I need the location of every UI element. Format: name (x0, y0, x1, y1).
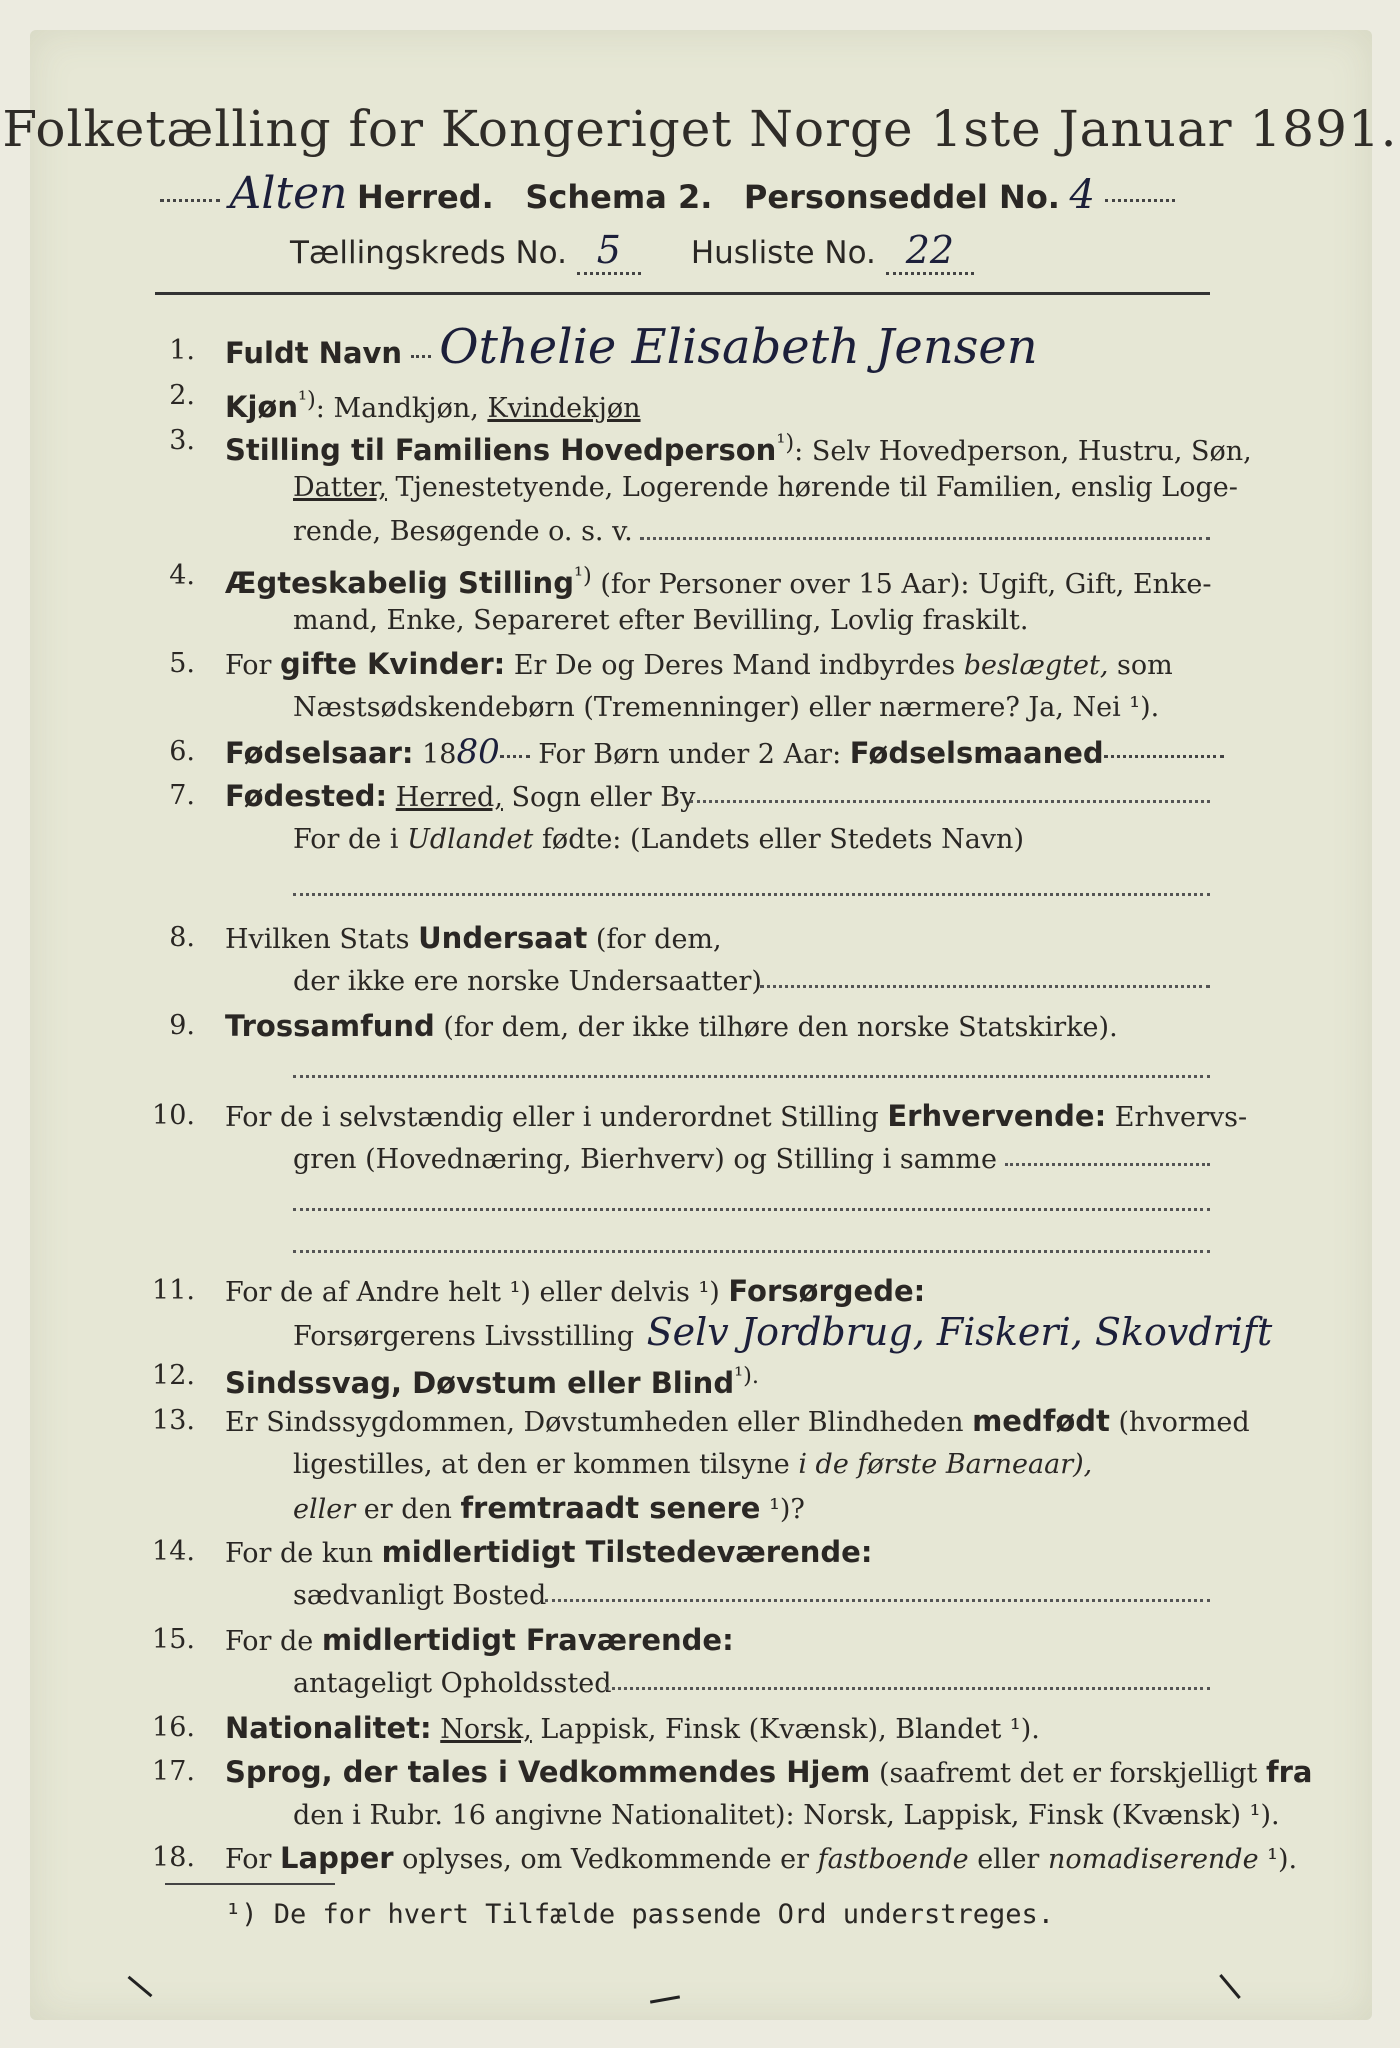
field-3-line-2: Datter, Tjenestetyende, Logerende hørende til Familien, enslig Loge- (293, 472, 1238, 503)
field-6-number: 6. (169, 736, 195, 767)
field-11-number: 11. (152, 1275, 195, 1306)
husliste-value: 22 (886, 228, 974, 275)
field-1 (225, 319, 1038, 377)
field-6: Fødselsaar: 1880 For Børn under 2 Aar: Fødselsmaaned (225, 730, 1224, 777)
field-2-label: Kjøn (225, 390, 298, 424)
footnote: ¹) De for hvert Tilfælde passende Ord understreges. (225, 1899, 1055, 1930)
taellingskreds-label: Tællingskreds No. (290, 235, 567, 271)
birth-year-value: 80 (456, 732, 500, 772)
field-3: Stilling til Familiens Hovedperson$^{^1)}$: Selv Hovedperson, Hustru, Søn, (225, 430, 1252, 467)
fodested-selected: Herred, (395, 782, 503, 813)
field-14-number: 14. (152, 1536, 195, 1567)
field-13-label: medfødt (972, 1404, 1110, 1438)
field-18: For Lapper oplyses, om Vedkommende er fastboende eller nomadiserende ¹). (225, 1841, 1298, 1875)
field-7-label: Fødested: (225, 779, 388, 813)
field-14-label: midlertidigt Tilstedeværende: (381, 1535, 873, 1569)
field-8-line-2: der ikke ere norske Undersaatter) (293, 966, 762, 997)
field-10: For de i selvstændig eller i underordnet Stilling Erhvervende: Erhvervs- (225, 1099, 1248, 1133)
field-1-label: Fuldt Navn (225, 336, 403, 370)
field-16-label: Nationalitet: (225, 1711, 432, 1745)
field-4-number: 4. (169, 560, 195, 591)
field-12: Sindssvag, Døvstum eller Blind$^{^1).}$ (225, 1363, 760, 1400)
field-3-number: 3. (169, 425, 195, 456)
field-7-line-2: For de i Udlandet fødte: (Landets eller Stedets Navn) (293, 824, 1024, 855)
field-2: Kjøn$^{^1)}$: Mandkjøn, Kvindekjøn (225, 387, 641, 424)
stilling-selected: Datter, (293, 472, 387, 503)
field-1-number: 1. (169, 335, 195, 366)
herred-label: Herred. (357, 178, 494, 216)
personseddel-value: 4 (1069, 172, 1095, 218)
field-13: Er Sindssygdommen, Døvstumheden eller Blindheden medfødt (hvormed (225, 1404, 1250, 1438)
field-9: Trossamfund (for dem, der ikke tilhøre den norske Statskirke). (225, 1009, 1118, 1043)
field-17: Sprog, der tales i Vedkommendes Hjem (saafremt det er forskjelligt fra (225, 1755, 1313, 1789)
field-5-line-2: Næstsødskendebørn (Tremenninger) eller nærmere? Ja, Nei ¹). (293, 692, 1160, 723)
field-10-label: Erhvervende: (887, 1099, 1107, 1133)
field-4-line-2: mand, Enke, Separeret efter Bevilling, Lovlig fraskilt. (293, 605, 1029, 636)
field-9-label: Trossamfund (225, 1009, 435, 1043)
field-2-number: 2. (169, 380, 195, 411)
forsorger-value: Selv Jordbrug, Fiskeri, Skovdrift (646, 1310, 1273, 1354)
field-9-number: 9. (169, 1010, 195, 1041)
field-13-line-3: eller er den fremtraadt senere ¹)? (293, 1491, 805, 1525)
nationalitet-selected: Norsk, (440, 1714, 532, 1745)
personseddel-label: Personseddel No. (743, 178, 1060, 216)
field-14: For de kun midlertidigt Tilstedeværende: (225, 1535, 873, 1569)
field-3-line-3: rende, Besøgende o. s. v. (293, 516, 633, 547)
field-4-label: Ægteskabelig Stilling (225, 566, 574, 600)
schema-label: Schema 2. (525, 178, 713, 216)
field-14-line-2: sædvanligt Bosted (293, 1580, 547, 1611)
field-15: For de midlertidigt Fraværende: (225, 1623, 734, 1657)
herred-value: Alten (229, 168, 348, 219)
field-12-label: Sindssvag, Døvstum eller Blind (225, 1366, 735, 1400)
field-4: Ægteskabelig Stilling$^{^1)}$ (for Personer over 15 Aar): Ugift, Gift, Enke- (225, 563, 1212, 600)
field-18-label: Lapper (280, 1841, 394, 1875)
full-name-value: Othelie Elisabeth Jensen (439, 319, 1038, 375)
field-6-label-2: Fødselsmaaned (849, 736, 1104, 770)
header-rule (155, 292, 1210, 295)
field-6-label: Fødselsaar: (225, 736, 414, 770)
field-8: Hvilken Stats Undersaat (for dem, (225, 921, 722, 955)
field-7-number: 7. (169, 780, 195, 811)
footnote-rule (165, 1883, 335, 1885)
field-12-number: 12. (152, 1360, 195, 1391)
field-15-label: midlertidigt Fraværende: (321, 1623, 734, 1657)
field-16-number: 16. (152, 1712, 195, 1743)
kjon-selected: Kvindekjøn (487, 393, 641, 424)
field-10-line-2: gren (Hovednæring, Bierhverv) og Stilling i samme (293, 1144, 998, 1175)
husliste-label: Husliste No. (690, 235, 876, 271)
field-7: Fødested: Herred, Sogn eller By (225, 779, 696, 813)
taellingskreds-row (290, 228, 974, 272)
field-15-number: 15. (152, 1624, 195, 1655)
field-17-label: Sprog, der tales i Vedkommendes Hjem (225, 1755, 871, 1789)
field-5-number: 5. (169, 648, 195, 679)
field-11: For de af Andre helt ¹) eller delvis ¹) Forsørgede: (225, 1274, 926, 1308)
field-18-number: 18. (152, 1842, 195, 1873)
field-17-number: 17. (152, 1756, 195, 1787)
field-11-line-2: Forsørgerens Livsstilling Selv Jordbrug, Fiskeri, Skovdrift (293, 1310, 1273, 1354)
field-15-line-2: antageligt Opholdssted (293, 1668, 612, 1699)
field-10-number: 10. (152, 1100, 195, 1131)
field-17-line-2: den i Rubr. 16 angivne Nationalitet): Norsk, Lappisk, Finsk (Kvænsk) ¹). (293, 1800, 1280, 1831)
field-5: For gifte Kvinder: Er De og Deres Mand indbyrdes beslægtet, som (225, 647, 1173, 681)
field-5-label: gifte Kvinder: (280, 647, 506, 681)
field-8-label: Undersaat (418, 921, 588, 955)
taellingskreds-value: 5 (577, 228, 641, 275)
field-8-number: 8. (169, 922, 195, 953)
field-3-label: Stilling til Familiens Hovedperson (225, 433, 777, 467)
herred-row (160, 168, 1175, 219)
field-16: Nationalitet: Norsk, Lappisk, Finsk (Kvænsk), Blandet ¹). (225, 1711, 1040, 1745)
field-11-label: Forsørgede: (728, 1274, 926, 1308)
field-13-number: 13. (152, 1405, 195, 1436)
form-title: Folketælling for Kongeriget Norge 1ste Januar 1891. (2, 100, 1398, 158)
field-13-line-2: ligestilles, at den er kommen tilsyne i de første Barneaar), (293, 1449, 1093, 1480)
